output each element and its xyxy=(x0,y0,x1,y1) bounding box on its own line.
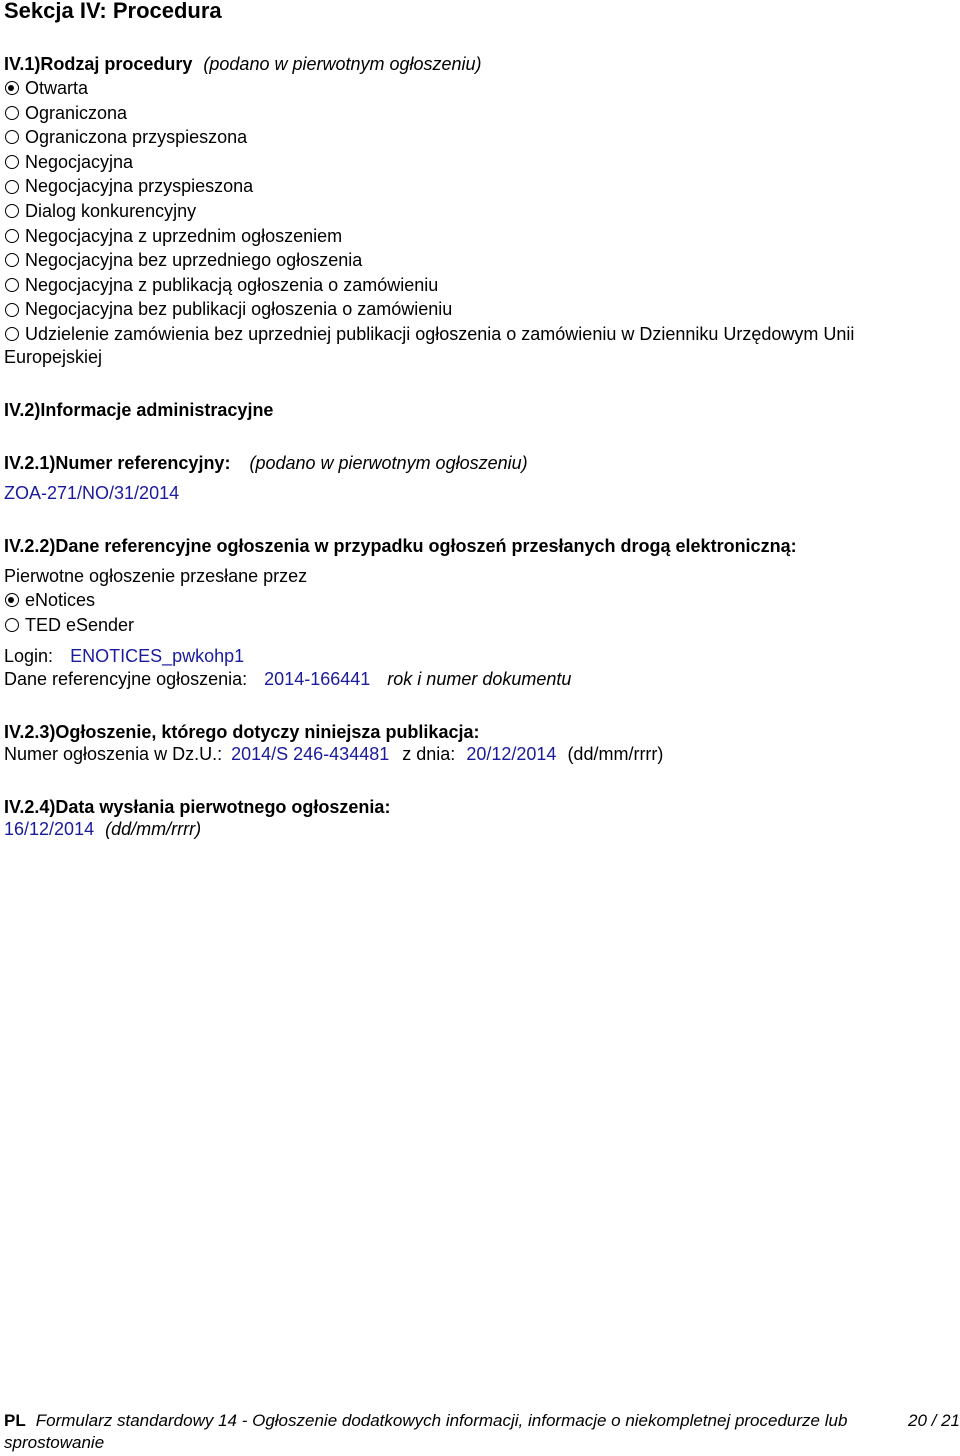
procedure-type-label: IV.1)Rodzaj procedury xyxy=(4,54,193,74)
sent-via-option-label: eNotices xyxy=(25,590,96,610)
original-dispatch-format: (dd/mm/rrrr) xyxy=(105,819,202,839)
oj-number-label: Numer ogłoszenia w Dz.U.: xyxy=(4,744,223,764)
radio-icon xyxy=(5,106,19,120)
radio-icon xyxy=(5,278,19,292)
procedure-option-otwarta xyxy=(4,76,452,101)
procedure-option-ograniczona xyxy=(4,101,452,126)
radio-icon xyxy=(5,593,19,607)
procedure-type-heading xyxy=(4,52,482,76)
related-notice-heading: IV.2.3)Ogłoszenie, którego dotyczy niniejsza publikacja: xyxy=(4,722,480,742)
procedure-option-label: Negocjacyjna bez uprzedniego ogłoszenia xyxy=(25,250,363,271)
procedure-type-note: (podano w pierwotnym ogłoszeniu) xyxy=(203,54,482,74)
page-footer xyxy=(4,1410,960,1454)
notice-reference-label: Dane referencyjne ogłoszenia: xyxy=(4,669,248,689)
radio-icon xyxy=(5,229,19,243)
procedure-option-label: Udzielenie zamówienia bez uprzedniej publikacji ogłoszenia o zamówieniu w Dzienniku Urzędowym Unii Europejskiej xyxy=(4,324,855,367)
procedure-option-label: Negocjacyjna xyxy=(25,151,134,172)
section-title: Sekcja IV: Procedura xyxy=(4,0,222,23)
radio-icon xyxy=(5,327,19,341)
login-row xyxy=(4,644,244,668)
electronic-reference-heading: IV.2.2)Dane referencyjne ogłoszenia w przypadku ogłoszeń przesłanych drogą elektroniczną: xyxy=(4,536,797,556)
oj-date-value: 20/12/2014 xyxy=(466,744,557,764)
procedure-option-label: Dialog konkurencyjny xyxy=(25,200,197,221)
oj-number-value: 2014/S 246-434481 xyxy=(231,744,390,764)
reference-number-heading xyxy=(4,451,528,475)
sent-via-option-ted-esender xyxy=(4,613,134,638)
radio-icon xyxy=(5,618,19,632)
sent-via-option-enotices xyxy=(4,588,134,613)
footer-page-number: 20 / 21 xyxy=(908,1411,960,1430)
reference-number-label: IV.2.1)Numer referencyjny: xyxy=(4,453,231,473)
radio-icon xyxy=(5,81,19,95)
procedure-option-negocjacyjna xyxy=(4,150,452,175)
procedure-option-bez-publikacji xyxy=(4,297,452,322)
procedure-option-label: Ograniczona przyspieszona xyxy=(25,127,248,148)
radio-icon xyxy=(5,155,19,169)
procedure-option-label: Otwarta xyxy=(25,78,89,98)
sent-via-label: Pierwotne ogłoszenie przesłane przez xyxy=(4,566,308,586)
sent-via-option-label: TED eSender xyxy=(25,614,135,635)
radio-icon xyxy=(5,204,19,218)
radio-icon xyxy=(5,253,19,267)
oj-date-label: z dnia: xyxy=(402,744,456,764)
login-label: Login: xyxy=(4,646,54,666)
notice-reference-note: rok i numer dokumentu xyxy=(387,669,572,689)
notice-reference-row xyxy=(4,667,571,691)
original-dispatch-heading: IV.2.4)Data wysłania pierwotnego ogłoszenia: xyxy=(4,797,391,817)
radio-icon xyxy=(5,303,19,317)
procedure-option-label: Negocjacyjna z publikacją ogłoszenia o zamówieniu xyxy=(25,274,439,295)
procedure-option-ograniczona-przyspieszona xyxy=(4,125,452,150)
related-notice-row xyxy=(4,742,663,766)
original-dispatch-date: 16/12/2014 xyxy=(4,819,95,839)
procedure-option-negocjacyjna-przyspieszona xyxy=(4,174,452,199)
footer-form-title: Formularz standardowy 14 - Ogłoszenie dodatkowych informacji, informacje o niekompletnej procedurze lub sprostowanie xyxy=(4,1411,848,1452)
radio-icon xyxy=(5,180,19,194)
procedure-option-bez-uprzedniego xyxy=(4,248,452,273)
notice-reference-value: 2014-166441 xyxy=(264,669,371,689)
reference-number-note: (podano w pierwotnym ogłoszeniu) xyxy=(249,453,528,473)
oj-date-format: (dd/mm/rrrr) xyxy=(567,744,664,764)
footer-language: PL xyxy=(4,1411,26,1430)
procedure-option-label: Negocjacyjna przyspieszona xyxy=(25,176,254,197)
procedure-option-label: Negocjacyjna bez publikacji ogłoszenia o zamówieniu xyxy=(25,299,453,320)
procedure-option-udzielenie xyxy=(4,323,934,369)
radio-icon xyxy=(5,130,19,144)
admin-info-heading: IV.2)Informacje administracyjne xyxy=(4,400,274,420)
procedure-option-z-publikacja xyxy=(4,273,452,298)
procedure-option-label: Negocjacyjna z uprzednim ogłoszeniem xyxy=(25,225,343,246)
login-value: ENOTICES_pwkohp1 xyxy=(70,646,245,666)
procedure-option-dialog xyxy=(4,199,452,224)
original-dispatch-row xyxy=(4,817,201,841)
procedure-type-options xyxy=(4,76,452,322)
procedure-option-label: Ograniczona xyxy=(25,102,128,123)
sent-via-options xyxy=(4,588,134,637)
reference-number-value: ZOA-271/NO/31/2014 xyxy=(4,483,180,503)
procedure-option-z-uprzednim xyxy=(4,224,452,249)
